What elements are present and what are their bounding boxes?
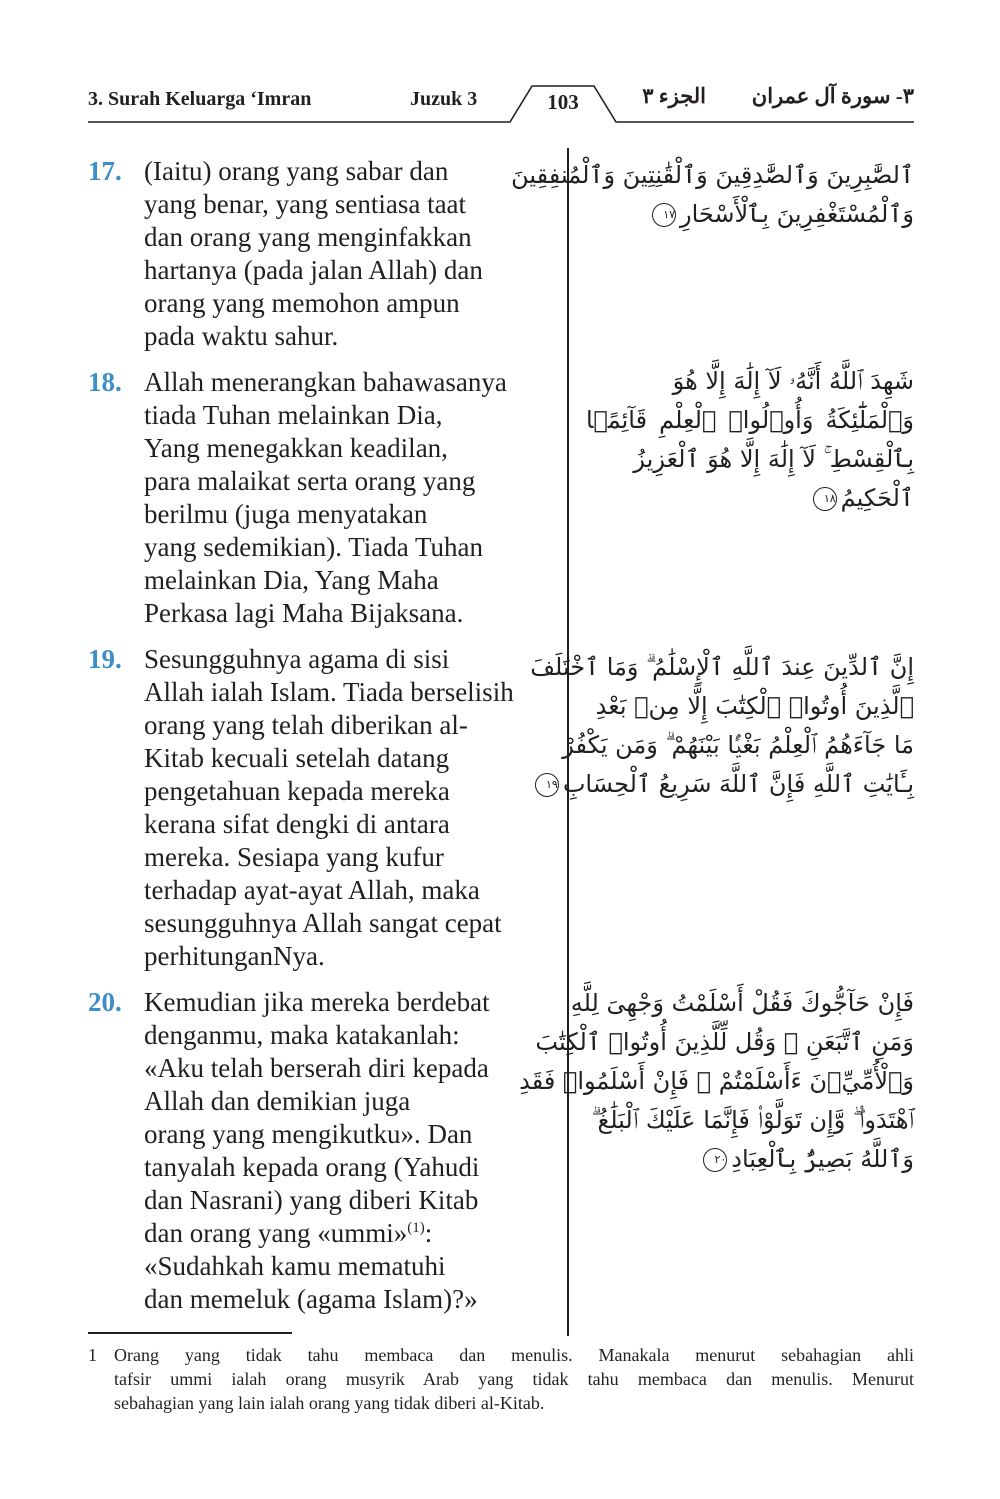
verse-line: Yang menegakkan keadilan, (144, 433, 448, 463)
verse-line: «Sudahkah kamu mematuhi (144, 1251, 446, 1281)
verse-text (144, 643, 564, 973)
arabic-line: ٱهْتَدَوا۟ ۖ وَّإِن تَوَلَّوْا۟ فَإِنَّمَا عَلَيْكَ ٱلْبَلَٰغُ ۗ (591, 1106, 914, 1134)
arabic-line: بِٱلْقِسْطِ ۚ لَآ إِلَٰهَ إِلَّا هُوَ ٱلْعَزِيزُ (633, 445, 914, 473)
arabic-line: وَمَنِ ٱتَّبَعَنِ ۗ وَقُل لِّلَّذِينَ أُوتُوا۟ ٱلْكِتَٰبَ (535, 1028, 914, 1056)
verse-line: para malaikat serta orang yang (144, 466, 476, 496)
verse-line: pada waktu sahur. (144, 321, 339, 351)
verse-line: tiada Tuhan melainkan Dia, (144, 400, 443, 430)
verse-line: perhitunganNya. (144, 941, 325, 971)
verse-line: denganmu, maka katakanlah: (144, 1020, 460, 1050)
verse-line: «Aku telah berserah diri kepada (144, 1053, 489, 1083)
footnote-line: Orang yang tidak tahu membaca dan menulis. Manakala menurut sebahagian ahli (114, 1345, 914, 1365)
verse-line: pengetahuan kepada mereka (144, 776, 450, 806)
ayah-end-marker: ١٨ (813, 487, 837, 511)
verse-text (144, 986, 564, 1316)
verse-line: berilmu (juga menyatakan (144, 499, 428, 529)
arabic-line-text: وَٱللَّهُ بَصِيرٌۢ بِٱلْعِبَادِ (731, 1145, 914, 1173)
page-number: 103 (547, 90, 579, 114)
footnote-line: tafsir ummi ialah orang musyrik Arab yang tidak tahu membaca dan menulis. Menurut (114, 1369, 914, 1389)
arabic-line (586, 479, 914, 518)
verse-line-suffix: : (424, 1218, 433, 1248)
ayah-end-marker: ١٧ (652, 203, 676, 227)
verse-line: sesungguhnya Allah sangat cepat (144, 908, 502, 938)
footnote-reference[interactable]: (1) (407, 1220, 425, 1236)
verse-line: orang yang memohon ampun (144, 288, 460, 318)
verse-line: kerana sifat dengki di antara (144, 809, 450, 839)
arabic-line (545, 765, 914, 804)
verse-18-arabic (586, 362, 914, 518)
verse-line: dan Nasrani) yang diberi Kitab (144, 1185, 479, 1215)
arabic-line: إِنَّ ٱلدِّينَ عِندَ ٱللَّهِ ٱلْإِسْلَٰمُ ۗ وَمَا ٱخْتَلَفَ (530, 653, 914, 681)
verse-line: dan orang yang menginfakkan (144, 222, 472, 252)
verse-20-arabic (519, 984, 914, 1179)
verse-text (144, 155, 564, 353)
arabic-line: ٱلصَّٰبِرِينَ وَٱلصَّٰدِقِينَ وَٱلْقَٰنِتِينَ وَٱلْمُنفِقِينَ (511, 161, 914, 189)
ayah-end-marker: ٢٠ (703, 1148, 727, 1172)
verse-line-text: dan orang yang «ummi» (144, 1218, 408, 1248)
footnote-rule (88, 1332, 292, 1334)
verse-text (144, 366, 564, 630)
verse-line: Sesungguhnya agama di sisi (144, 644, 450, 674)
verse-line: Allah menerangkan bahawasanya (144, 367, 507, 397)
page-header (88, 78, 914, 126)
verse-line: yang sedemikian). Tiada Tuhan (144, 532, 484, 562)
arabic-line: ٱلَّذِينَ أُوتُوا۟ ٱلْكِتَٰبَ إِلَّا مِنۢ بَعْدِ (595, 692, 914, 720)
arabic-line: وَٱلْمَلَٰٓئِكَةُ وَأُو۟لُوا۟ ٱلْعِلْمِ قَآئِمًۢا (586, 406, 914, 434)
arabic-line-text: وَٱلْمُسْتَغْفِرِينَ بِٱلْأَسْحَارِ (680, 200, 914, 228)
verse-number: 19. (88, 644, 122, 674)
verse-number: 17. (88, 156, 122, 186)
verse-number: 20. (88, 987, 122, 1017)
arabic-line: فَإِنْ حَآجُّوكَ فَقُلْ أَسْلَمْتُ وَجْهِىَ لِلَّهِ (570, 989, 914, 1017)
juzuk-label: Juzuk 3 (410, 88, 478, 110)
footnote-line: sebahagian yang lain ialah orang yang tidak diberi al-Kitab. (114, 1393, 545, 1413)
verse-line: terhadap ayat-ayat Allah, maka (144, 875, 480, 905)
verse-line: Kitab kecuali setelah datang (144, 743, 450, 773)
verse-line: (Iaitu) orang yang sabar dan (144, 156, 449, 186)
juz-arabic-label: الجزء ٣ (642, 84, 706, 108)
footnote-number: 1 (88, 1345, 97, 1365)
verse-17-arabic (511, 156, 914, 234)
verse-line: Perkasa lagi Maha Bijaksana. (144, 598, 464, 628)
footnote-text (114, 1343, 914, 1415)
verse-line: Kemudian jika mereka berdebat (144, 987, 490, 1017)
arabic-line-text: ٱلْحَكِيمُ (840, 484, 914, 512)
arabic-line (586, 195, 914, 234)
verse-number: 18. (88, 367, 122, 397)
arabic-line: شَهِدَ ٱللَّهُ أَنَّهُۥ لَآ إِلَٰهَ إِلَّا هُوَ (672, 367, 914, 395)
ayah-end-marker: ١٩ (535, 773, 559, 797)
surah-title: 3. Surah Keluarga ‘Imran (88, 88, 312, 110)
arabic-line-text: بِـَٔايَٰتِ ٱللَّهِ فَإِنَّ ٱللَّهَ سَرِيعُ ٱلْحِسَابِ (562, 770, 914, 798)
verse-line: dan memeluk (agama Islam)?» (144, 1284, 478, 1314)
verse-line: mereka. Sesiapa yang kufur (144, 842, 444, 872)
verse-line: Allah dan demikian juga (144, 1086, 411, 1116)
verse-line (144, 1217, 564, 1250)
verse-line: orang yang mengikutku». Dan (144, 1119, 473, 1149)
verse-line: melainkan Dia, Yang Maha (144, 565, 439, 595)
arabic-line: مَا جَآءَهُمُ ٱلْعِلْمُ بَغْيًۢا بَيْنَهُمْ ۗ وَمَن يَكْفُرْ (562, 731, 914, 759)
surah-arabic-title: ٣- سورة آل عمران (751, 84, 914, 108)
verse-line: orang yang telah diberikan al- (144, 710, 468, 740)
verse-line: Allah ialah Islam. Tiada berselisih (144, 677, 514, 707)
verse-19-arabic (530, 648, 914, 804)
arabic-line: وَٱلْأُمِّيِّۦنَ ءَأَسْلَمْتُمْ ۚ فَإِنْ أَسْلَمُوا۟ فَقَدِ (519, 1067, 914, 1095)
verse-line: hartanya (pada jalan Allah) dan (144, 255, 483, 285)
verse-line: yang benar, yang sentiasa taat (144, 189, 467, 219)
verse-line: tanyalah kepada orang (Yahudi (144, 1152, 480, 1182)
arabic-line (586, 1140, 914, 1179)
